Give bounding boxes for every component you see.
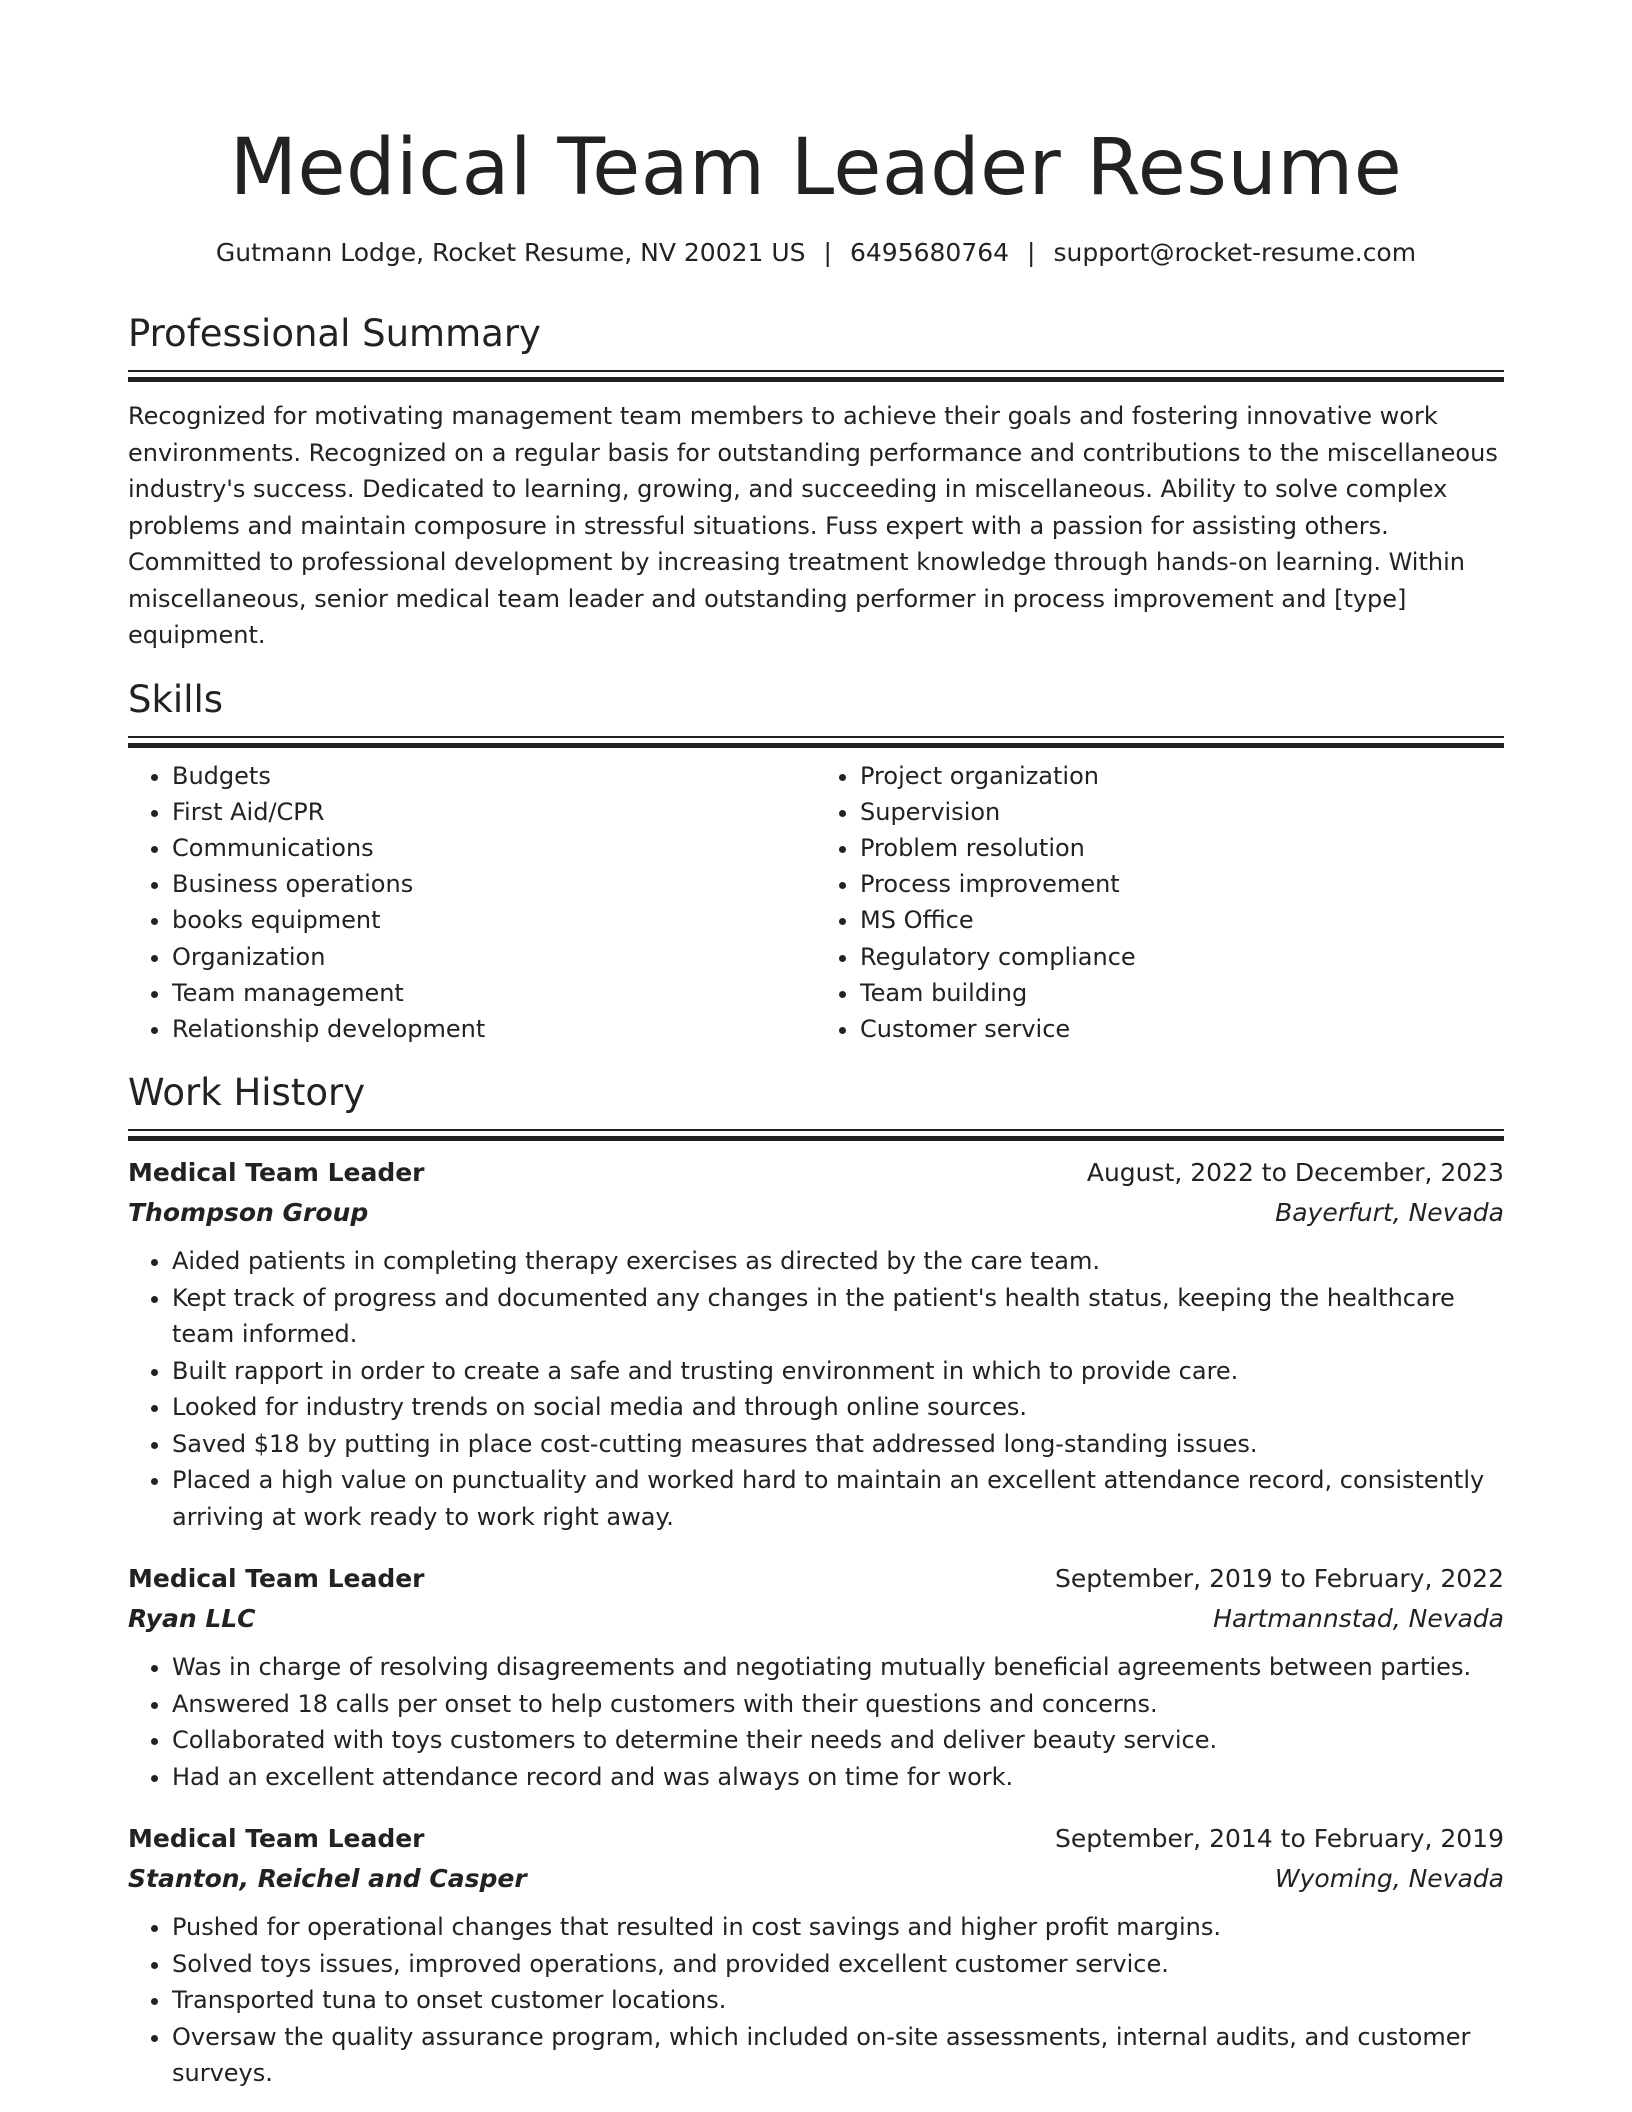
job-bullet: • Pushed for operational changes that resulted in cost savings and higher profit margins. — [172, 1909, 1504, 1946]
skill-item: • books equipment — [172, 902, 816, 938]
job-entry — [128, 1819, 1504, 2092]
skill-item: • Process improvement — [860, 866, 1504, 902]
skill-item: • MS Office — [860, 902, 1504, 938]
job-header — [128, 1559, 1504, 1599]
job-bullet: • Saved $18 by putting in place cost-cutting measures that addressed long-standing issues. — [172, 1426, 1504, 1463]
job-bullet: • Solved toys issues, improved operations, and provided excellent customer service. — [172, 1946, 1504, 1983]
job-dates: August, 2022 to December, 2023 — [1086, 1158, 1504, 1188]
section-divider — [128, 370, 1504, 382]
job-entry — [128, 1153, 1504, 1535]
skill-item: • Project organization — [860, 758, 1504, 794]
job-location: Hartmannstad, Nevada — [1213, 1604, 1504, 1634]
skills-list-left — [128, 758, 816, 1048]
summary-section — [128, 310, 1504, 654]
job-location: Wyoming, Nevada — [1274, 1864, 1504, 1894]
resume-page — [128, 0, 1504, 2092]
skills-heading: Skills — [128, 677, 224, 721]
job-subheader — [128, 1193, 1504, 1233]
job-bullet: • Aided patients in completing therapy exercises as directed by the care team. — [172, 1243, 1504, 1280]
contact-separator: | — [823, 238, 832, 267]
skills-section — [128, 676, 1504, 1048]
job-header — [128, 1153, 1504, 1193]
job-header — [128, 1819, 1504, 1859]
job-bullets — [128, 1909, 1504, 2092]
skill-item: • Relationship development — [172, 1011, 816, 1047]
work-history-heading: Work History — [128, 1071, 366, 1115]
skill-item: • Customer service — [860, 1011, 1504, 1047]
job-title: Medical Team Leader — [128, 1158, 425, 1188]
contact-separator: | — [1027, 238, 1036, 267]
skill-item: • Supervision — [860, 794, 1504, 830]
job-company: Ryan LLC — [128, 1604, 256, 1634]
skill-item: • Team management — [172, 975, 816, 1011]
contact-address: Gutmann Lodge, Rocket Resume, NV 20021 US — [215, 238, 806, 267]
summary-heading: Professional Summary — [128, 312, 541, 355]
job-bullet: • Was in charge of resolving disagreements and negotiating mutually beneficial agreements between parties. — [172, 1649, 1504, 1686]
job-dates: September, 2014 to February, 2019 — [1055, 1824, 1504, 1854]
job-bullet: • Transported tuna to onset customer locations. — [172, 1982, 1504, 2019]
summary-text: Recognized for motivating management team members to achieve their goals and fostering innovative work environments. Recognized on a regular basis for outstanding performance and contributions to the miscellaneous industry's success. Dedicated to learning, growing, and succeeding in miscellaneous. Ability to solve complex problems and maintain composure in stressful situations. Fuss expert with a passion for assisting others. Committed to professional development by increasing treatment knowledge through hands-on learning. Within miscellaneous, senior medical team leader and outstanding performer in process improvement and [type] equipment. — [128, 402, 1498, 649]
job-bullet: • Looked for industry trends on social media and through online sources. — [172, 1389, 1504, 1426]
job-bullets — [128, 1649, 1504, 1795]
work-history-section — [128, 1069, 1504, 2092]
job-bullet: • Had an excellent attendance record and was always on time for work. — [172, 1759, 1504, 1796]
job-bullets — [128, 1243, 1504, 1535]
job-company: Stanton, Reichel and Casper — [128, 1864, 527, 1894]
job-location: Bayerfurt, Nevada — [1275, 1198, 1504, 1228]
page-title: Medical Team Leader Resume — [229, 123, 1403, 213]
contact-email: support@rocket-resume.com — [1053, 238, 1417, 267]
job-title: Medical Team Leader — [128, 1824, 425, 1854]
job-bullet: • Built rapport in order to create a safe and trusting environment in which to provide care. — [172, 1353, 1504, 1390]
job-dates: September, 2019 to February, 2022 — [1055, 1564, 1504, 1594]
job-bullet: • Kept track of progress and documented any changes in the patient's health status, keeping the healthcare team informed. — [172, 1280, 1504, 1353]
job-bullet: • Answered 18 calls per onset to help customers with their questions and concerns. — [172, 1686, 1504, 1723]
skill-item: • Organization — [172, 939, 816, 975]
contact-line — [128, 236, 1504, 270]
skill-item: • Business operations — [172, 866, 816, 902]
job-entry — [128, 1559, 1504, 1795]
section-divider — [128, 736, 1504, 748]
job-subheader — [128, 1859, 1504, 1899]
job-subheader — [128, 1599, 1504, 1639]
skill-item: • Problem resolution — [860, 830, 1504, 866]
skill-item: • Budgets — [172, 758, 816, 794]
skill-item: • First Aid/CPR — [172, 794, 816, 830]
job-bullet: • Oversaw the quality assurance program, which included on-site assessments, internal audits, and customer surveys. — [172, 2019, 1504, 2092]
job-bullet: • Collaborated with toys customers to determine their needs and deliver beauty service. — [172, 1722, 1504, 1759]
job-bullet: • Placed a high value on punctuality and worked hard to maintain an excellent attendance record, consistently arriving at work ready to work right away. — [172, 1462, 1504, 1535]
skills-list-right — [816, 758, 1504, 1048]
skill-item: • Team building — [860, 975, 1504, 1011]
skill-item: • Regulatory compliance — [860, 939, 1504, 975]
contact-phone: 6495680764 — [849, 238, 1010, 267]
skills-columns — [128, 758, 1504, 1048]
job-company: Thompson Group — [128, 1198, 369, 1228]
skill-item: • Communications — [172, 830, 816, 866]
job-title: Medical Team Leader — [128, 1564, 425, 1594]
section-divider — [128, 1129, 1504, 1141]
